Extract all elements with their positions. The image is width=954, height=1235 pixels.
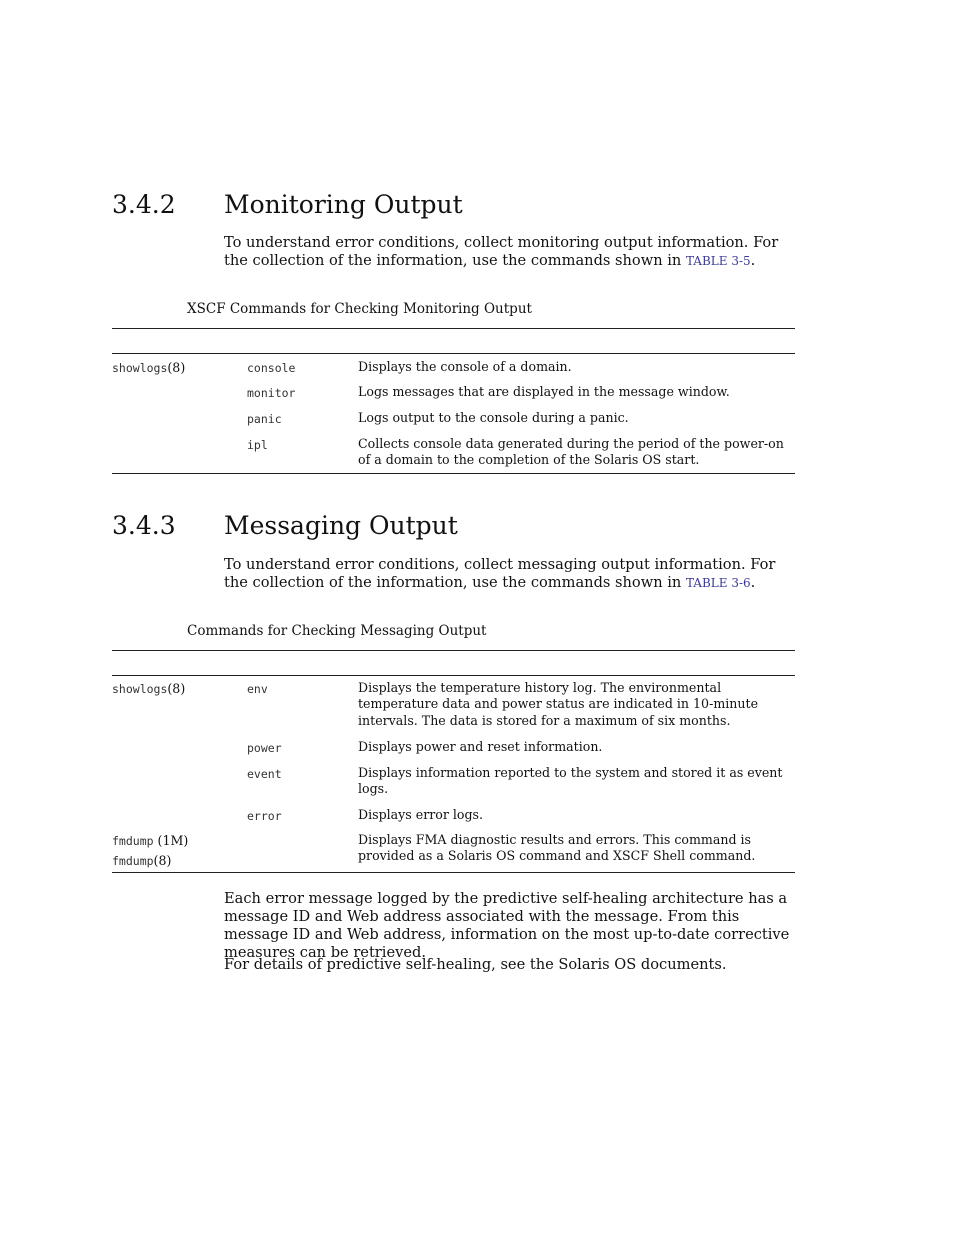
section-title: Monitoring Output [224,190,463,219]
command-name: showlogs [112,361,168,375]
description-cell: Logs output to the console during a panic. [358,410,629,425]
table-rule [112,872,795,873]
command-cell [112,853,171,869]
intro-text: To understand error conditions, collect messaging output information. For the collection of the information, use the commands shown in [224,556,776,591]
section-title: Messaging Output [224,511,458,540]
option-cell: console [247,361,296,375]
table-rule [112,675,795,676]
option-cell: panic [247,412,282,426]
section-number: 3.4.3 [112,511,176,540]
command-suffix: (8) [153,853,172,868]
option-cell: env [247,682,268,696]
intro-end: . [750,252,756,269]
table-rule [112,650,795,651]
option-cell: ipl [247,438,268,452]
command-suffix: (8) [167,360,186,375]
description-cell: Displays FMA diagnostic results and errors. This command is provided as a Solaris OS command and XSCF Shell command. [358,832,756,864]
command-suffix: (8) [167,681,186,696]
command-cell [112,833,188,849]
command-cell [112,681,185,697]
command-name: fmdump [112,834,154,848]
description-cell: Logs messages that are displayed in the message window. [358,384,730,399]
body-paragraph: For details of predictive self-healing, see the Solaris OS documents. [224,956,727,973]
table-reference-link[interactable]: TABLE 3-5 [685,254,751,268]
table-caption: XSCF Commands for Checking Monitoring Output [187,301,532,317]
table-reference-link[interactable]: TABLE 3-6 [685,576,751,590]
section-intro [224,556,796,592]
table-rule [112,328,795,329]
command-cell [112,360,185,376]
description-cell: Displays the console of a domain. [358,359,572,374]
intro-text: To understand error conditions, collect monitoring output information. For the collection of the information, use the commands shown in [224,234,779,269]
table-rule [112,353,795,354]
option-cell: monitor [247,386,296,400]
section-number: 3.4.2 [112,190,176,219]
body-paragraph: Each error message logged by the predictive self-healing architecture has a message ID and Web address associated with the message. From this message ID and Web address, information on the most up-to-date corrective measures can be retrieved. [224,890,790,961]
description-cell: Collects console data generated during the period of the power-on of a domain to the completion of the Solaris OS start. [358,436,784,468]
description-cell: Displays power and reset information. [358,739,603,754]
command-name: showlogs [112,682,168,696]
option-cell: event [247,767,282,781]
section-intro [224,234,796,270]
description-cell: Displays information reported to the system and stored it as event logs. [358,765,783,797]
table-caption: Commands for Checking Messaging Output [187,623,487,639]
table-rule [112,473,795,474]
intro-end: . [750,574,756,591]
command-name: fmdump [112,854,154,868]
command-suffix: (1M) [153,833,189,848]
option-cell: power [247,741,282,755]
description-cell: Displays error logs. [358,807,484,822]
description-cell: Displays the temperature history log. The environmental temperature data and power status are indicated in 10-minute intervals. The data is stored for a maximum of six months. [358,680,759,728]
option-cell: error [247,809,282,823]
